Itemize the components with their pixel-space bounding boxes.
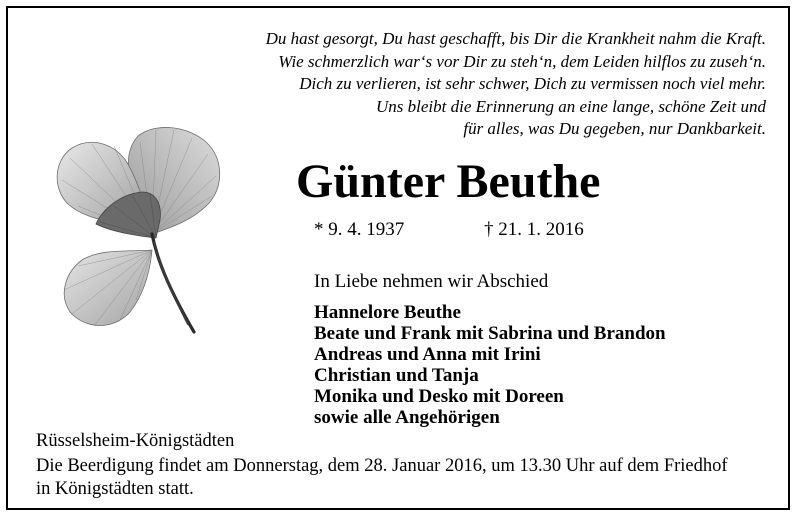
birth-date: * 9. 4. 1937 — [314, 219, 405, 240]
deceased-name: Günter Beuthe — [296, 155, 601, 208]
poem-line: Dich zu verlieren, ist sehr schwer, Dich zu vermissen noch viel mehr. — [299, 74, 766, 93]
funeral-line: in Königstädten statt. — [36, 479, 194, 499]
poem-line: Uns bleibt die Erinnerung an eine lange, schöne Zeit und — [376, 96, 766, 116]
mourner-entry: sowie alle Angehörigen — [314, 407, 500, 428]
death-date: † 21. 1. 2016 — [484, 219, 584, 240]
funeral-line: Die Beerdigung findet am Donnerstag, dem 28. Januar 2016, um 13.30 Uhr auf dem Friedhof — [36, 456, 728, 476]
poem-line: für alles, was Du gegeben, nur Dankbarkeit. — [463, 119, 766, 138]
mourner-entry: Beate und Frank mit Sabrina und Brandon — [314, 323, 666, 344]
mourner-entry: Monika und Desko mit Doreen — [314, 386, 564, 407]
mourner-entry: Christian und Tanja — [314, 365, 479, 386]
farewell-text: In Liebe nehmen wir Abschied — [314, 271, 549, 292]
funeral-notice — [36, 455, 776, 501]
poem-line: Du hast gesorgt, Du hast geschafft, bis Dir die Krankheit nahm die Kraft. — [265, 29, 766, 48]
poem-line: Wie schmerzlich war‘s vor Dir zu steh‘n, dem Leiden hilflos zu zuseh‘n. — [278, 51, 766, 71]
place-name: Rüsselsheim-Königstädten — [36, 431, 235, 451]
ginkgo-leaf-icon — [48, 124, 238, 339]
mourner-entry: Andreas und Anna mit Irini — [314, 344, 541, 365]
mourners-list — [314, 302, 666, 428]
mourner-entry: Hannelore Beuthe — [314, 302, 461, 323]
